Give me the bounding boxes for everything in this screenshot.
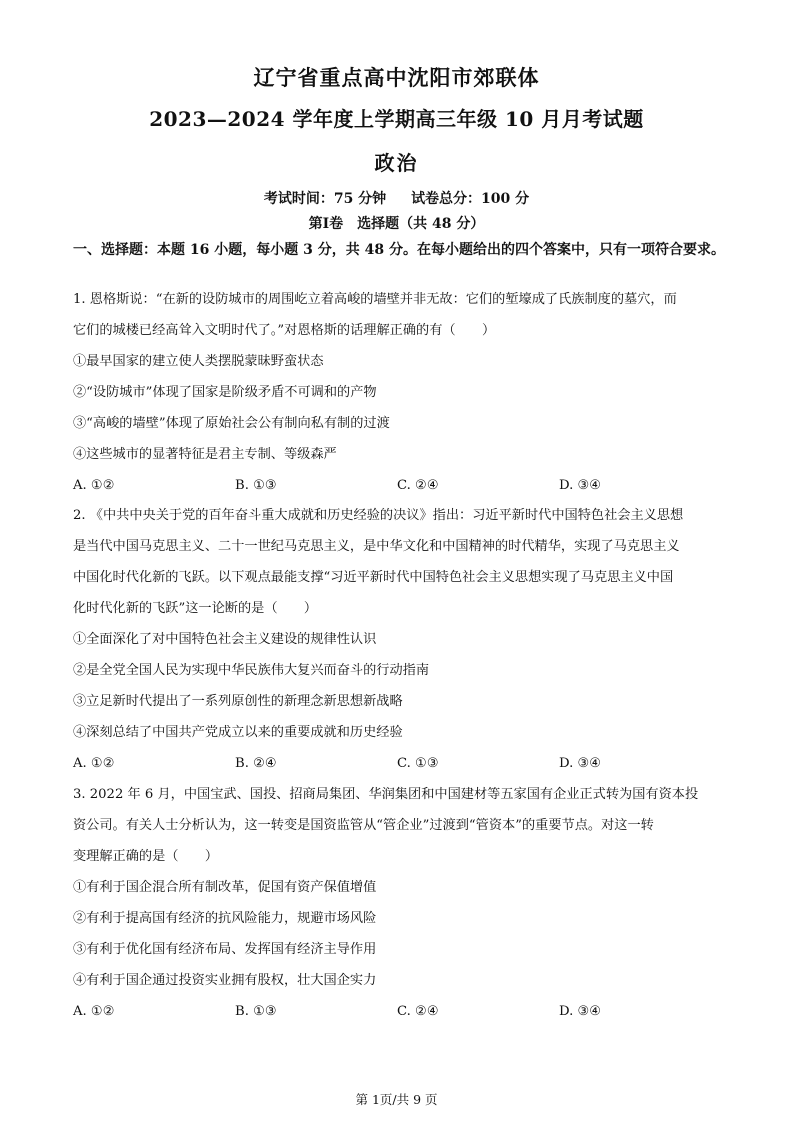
- statement: ③有利于优化国有经济布局、发挥国有经济主导作用: [73, 942, 377, 957]
- statement: ③“高峻的墙壁”体现了原始社会公有制向私有制的过渡: [73, 416, 390, 431]
- statement: ②有利于提高国有经济的抗风险能力，规避市场风险: [73, 911, 377, 926]
- option-a: A. ①②: [73, 1004, 115, 1019]
- statement: ①最早国家的建立使人类摆脱蒙昧野蛮状态: [73, 354, 324, 369]
- option-a: A. ①②: [73, 478, 115, 493]
- question-stem-line: 3. 2022 年 6 月，中国宝武、国投、招商局集团、华润集团和中国建材等五家国有企业正式转为国有资本投: [73, 787, 699, 802]
- total-score: 试卷总分：100 分: [411, 191, 530, 207]
- question-stem-line: 是当代中国马克思主义、二十一世纪马克思主义，是中华文化和中国精神的时代精华，实现了马克思主义: [73, 539, 680, 554]
- statement: ①有利于国企混合所有制改革，促国有资产保值增值: [73, 880, 377, 895]
- exam-meta: [0, 188, 793, 208]
- statement: ②是全党全国人民为实现中华民族伟大复兴而奋斗的行动指南: [73, 663, 430, 678]
- option-d: D. ③④: [559, 1004, 602, 1019]
- question-stem-line: 变理解正确的是（ ）: [73, 849, 219, 864]
- option-a: A. ①②: [73, 756, 115, 771]
- answer-options: [73, 748, 733, 779]
- exam-title-line1: 辽宁省重点高中沈阳市郊联体: [253, 65, 540, 90]
- answer-options: [73, 470, 733, 501]
- question-stem-line: 化时代化新的飞跃”这一论断的是（ ）: [73, 601, 318, 616]
- section-instructions: 一、选择题：本题 16 小题，每小题 3 分，共 48 分。在每小题给出的四个答案中，只有一项符合要求。: [73, 242, 725, 258]
- option-c: C. ②④: [397, 1004, 439, 1019]
- question-stem-line: 1. 恩格斯说：“在新的设防城市的周围屹立着高峻的墙壁并非无故：它们的堑壕成了氏族制度的墓穴，而: [73, 292, 677, 307]
- option-b: B. ①③: [235, 1004, 277, 1019]
- statement: ④有利于国企通过投资实业拥有股权，壮大国企实力: [73, 973, 377, 988]
- statement: ②“设防城市”体现了国家是阶级矛盾不可调和的产物: [73, 385, 377, 400]
- option-d: D. ③④: [559, 478, 602, 493]
- statement: ④深刻总结了中国共产党成立以来的重要成就和历史经验: [73, 725, 403, 740]
- exam-title-line2: 2023—2024 学年度上学期高三年级 10 月月考试题: [149, 107, 644, 131]
- question-1: [73, 284, 733, 501]
- option-b: B. ①③: [235, 478, 277, 493]
- exam-time: 考试时间：75 分钟: [263, 191, 387, 207]
- statement: ④这些城市的显著特征是君主专制、等级森严: [73, 447, 337, 462]
- answer-options: [73, 996, 733, 1027]
- option-c: C. ②④: [397, 478, 439, 493]
- question-stem-line: 2. 《中共中央关于党的百年奋斗重大成就和历史经验的决议》指出：习近平新时代中国特色社会主义思想: [73, 508, 684, 523]
- question-stem-line: 它们的城楼已经高耸入文明时代了。”对恩格斯的话理解正确的有（ ）: [73, 323, 496, 338]
- statement: ③立足新时代提出了一系列原创性的新理念新思想新战略: [73, 694, 403, 709]
- question-3: [73, 779, 733, 1027]
- option-b: B. ②④: [235, 756, 277, 771]
- section-title: 第Ⅰ卷 选择题（共 48 分）: [308, 216, 485, 232]
- statement: ①全面深化了对中国特色社会主义建设的规律性认识: [73, 632, 377, 647]
- question-stem-line: 资公司。有关人士分析认为，这一转变是国资监管从“管企业”过渡到“管资本”的重要节点。对这一转: [73, 818, 654, 833]
- page-number: 第 1页/共 9 页: [355, 1092, 438, 1107]
- question-stem-line: 中国化时代化新的飞跃。以下观点最能支撑“习近平新时代中国特色社会主义思想实现了马克思主义中国: [73, 570, 674, 585]
- option-d: D. ③④: [559, 756, 602, 771]
- question-2: [73, 500, 733, 779]
- subject-title: 政治: [374, 151, 419, 175]
- option-c: C. ①③: [397, 756, 439, 771]
